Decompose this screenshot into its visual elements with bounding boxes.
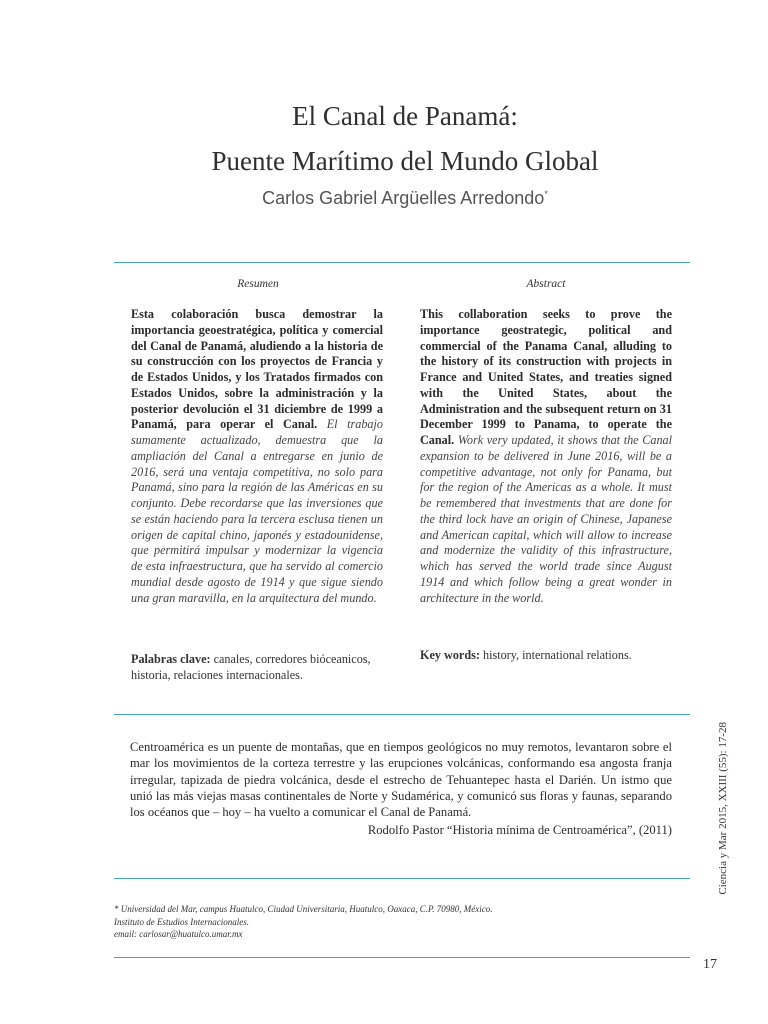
footnote-email: email: carlosar@huatulco.umar.mx bbox=[114, 929, 243, 939]
abstract-keywords bbox=[420, 647, 672, 663]
resumen-keywords-label: Palabras clave: bbox=[131, 652, 211, 666]
author-footnote-mark: * bbox=[544, 189, 548, 199]
abstract-heading: Abstract bbox=[526, 278, 566, 290]
abstract-keywords-text: history, international relations. bbox=[482, 648, 632, 662]
resumen-keywords-text: canales, corredores bióceanicos, historia, relaciones internacionales. bbox=[131, 652, 371, 682]
author-name bbox=[0, 188, 768, 209]
author-name-text: Carlos Gabriel Argüelles Arredondo bbox=[262, 188, 545, 208]
title-line-1: El Canal de Panamá: bbox=[292, 101, 518, 131]
abstract-bold-text: This collaboration seeks to prove the importance geostrategic, political and commercial of the Panama Canal, alluding to the history of its construction with projects in France and United States, and treaties signed with the United States, about the Administration and the subsequent return on 31 December 1999 to Panama, to operate the Canal. bbox=[420, 307, 672, 447]
resumen-body bbox=[131, 307, 383, 606]
top-rule bbox=[114, 262, 690, 263]
middle-rule bbox=[114, 714, 690, 715]
abstract-keywords-label: Key words: bbox=[420, 648, 480, 662]
footnote-rule bbox=[114, 878, 690, 879]
resumen-keywords bbox=[131, 651, 383, 683]
resumen-italic-text: El trabajo sumamente actualizado, demuestra que la ampliación del Canal a entregarse en junio de 2016, será una ventaja competitiva, no solo para Panamá, sino para la región de las Américas en su conjunto. Debe recordarse que las inversiones que se están haciendo para la tercera esclusa tienen un origen de capital chino, japonés y estadounidense, que permitirá impulsar y modernizar la vigencia de esta infraestructura, que ha servido al comercio mundial desde agosto de 1914 y que sigue siendo una gran maravilla, en la arquitectura del mundo. bbox=[131, 417, 383, 605]
epigraph-text: Centroamérica es un puente de montañas, que en tiempos geológicos no muy remotos, levantaron sobre el mar los movimientos de la corteza terrestre y las erupciones volcánicas, conformando esa angosta franja irregular, tapizada de piedra volcánica, desde el estrecho de Tehuantepec hasta el Darién. Un istmo que unió las más viejas masas continentales de Norte y Sudamérica, y comunicó sus floras y faunas, separando los océanos que – hoy – ha vuelto a comunicar el Canal de Panamá. bbox=[130, 740, 672, 820]
footnote-affiliation: * Universidad del Mar, campus Huatulco, Ciudad Universitaria, Huatulco, Oaxaca, C.P. 70980, México. bbox=[114, 904, 493, 914]
footnote-institute: Instituto de Estudios Internacionales. bbox=[114, 916, 249, 927]
page-number: 17 bbox=[703, 957, 717, 972]
author-footnote bbox=[114, 903, 674, 941]
abstract-italic-text: Work very updated, it shows that the Canal expansion to be delivered in June 2016, will be a competitive advantage, not only for Panama, but for the region of the Americas as a whole. It must be remembered that investments that are done for the third lock have an origin of Chinese, Japanese and American capital, which will allow to increase and modernize the validity of this infrastructure, which has served the world trade since August 1914 and which follow being a great wonder in architecture in the world. bbox=[420, 433, 673, 605]
title-line-2: Puente Marítimo del Mundo Global bbox=[211, 146, 599, 176]
resumen-bold-text: Esta colaboración busca demostrar la importancia geoestratégica, política y comercial del Canal de Panamá, aludiendo a la historia de su construcción con los proyectos de Francia y de Estados Unidos, y los Tratados firmados con Estados Unidos, sobre la administración y la posterior devolución el 31 diciembre de 1999 a Panamá, para operar el Canal. bbox=[131, 307, 383, 432]
bottom-rule bbox=[114, 957, 690, 958]
abstract-body bbox=[420, 307, 672, 606]
journal-citation: Ciencia y Mar 2015, XXIII (55): 17-28 bbox=[717, 722, 729, 895]
epigraph-source: Rodolfo Pastor “Historia mínima de Centroamérica”, (2011) bbox=[367, 823, 672, 837]
resumen-heading: Resumen bbox=[237, 278, 279, 290]
